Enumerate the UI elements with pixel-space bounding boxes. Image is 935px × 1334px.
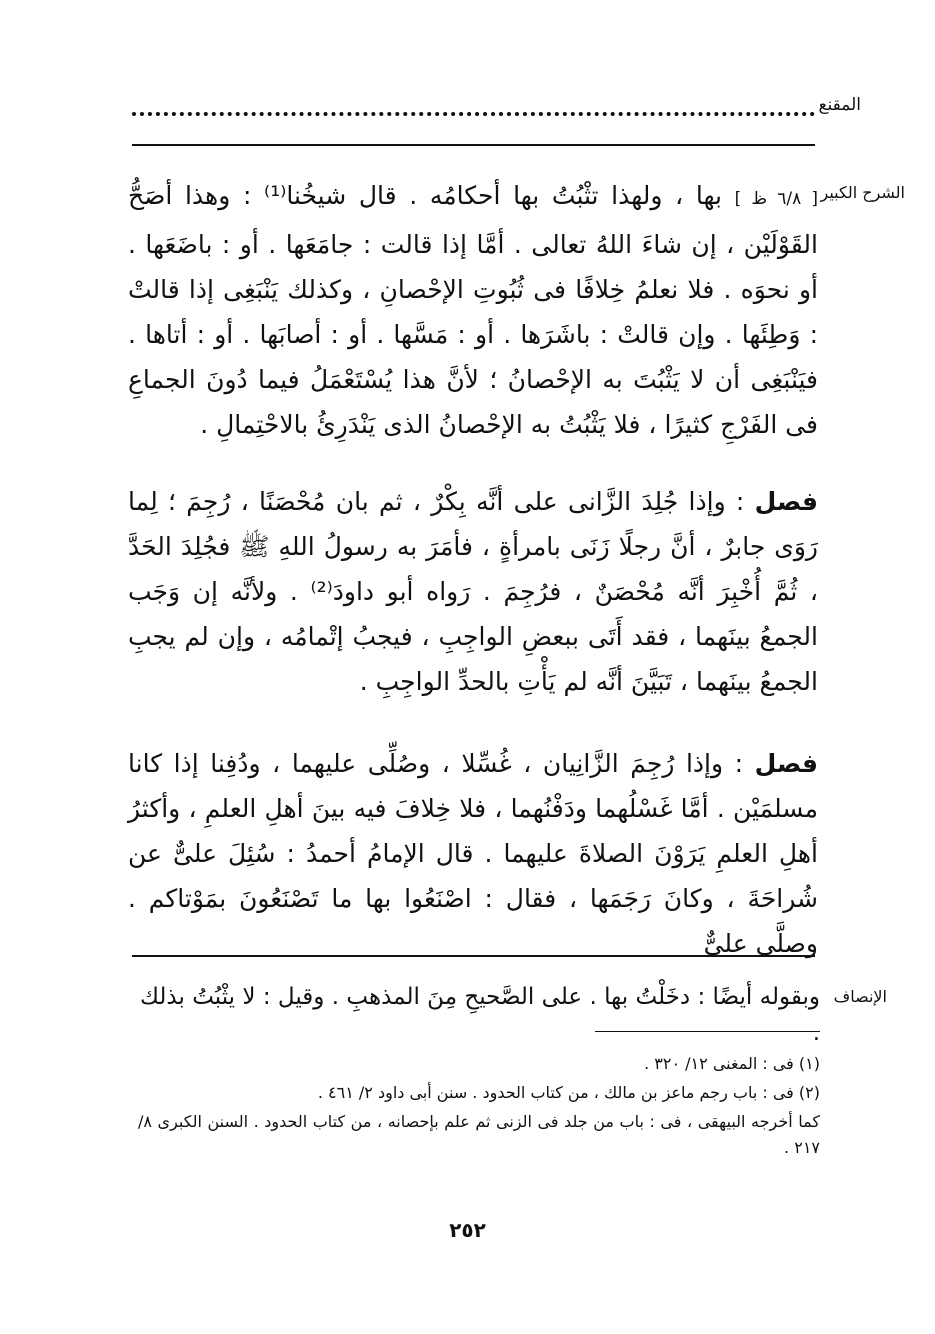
- page-number: ٢٥٢: [449, 1218, 486, 1242]
- paragraph-1-text: بها ، ولهذا تثْبُتُ بها أحكامُه . قال شيخُنا⁽¹⁾ : وهذا أصَحُّ القَوْلَيْن ، إن شاءَ اللهُ تعالى . أمَّا إذا قالت : جامَعَها . أو : باضَعَها . أو نحوَه . فلا نعلمُ خِلافًا فى ثُبُوتِ الإحْصانِ ، وكذلك يَنْبَغِى إذا قالتْ : وَطِئَها . وإن قالتْ : باشَرَها . أو : مَسَّها . أو : أصابَها . أو : أتاها . فيَنْبَغِى أن لا يَثْبُتَ به الإحْصانُ ؛ لأنَّ هذا يُسْتَعْمَلُ فيما دُونَ الجماعِ فى الفَرْجِ كثيرًا ، فلا يَثْبُتُ به الإحْصانُ الذى يَنْدَرِئُ بالاحْتِمالِ .: [128, 181, 818, 439]
- margin-label-insaf: الإنصاف: [833, 987, 887, 1006]
- manuscript-page-ref: [ ٦/٨ ظ ]: [734, 189, 818, 209]
- footnote-item: كما أخرجه البيهقى ، فى : باب من جلد فى الزنى ثم علم بإحصانه ، من كتاب الحدود . السنن الكبرى ٨/ ٢١٧ .: [138, 1112, 820, 1157]
- insaf-text: وبقوله أيضًا : دخَلْتُ بها . على الصَّحيحِ مِنَ المذهبِ . وقيل : لا يثْبُتُ بذلك .: [140, 984, 820, 1046]
- header-dotted-rule: [132, 112, 815, 116]
- section-divider-rule: [132, 955, 815, 957]
- main-paragraph-1: [128, 173, 818, 447]
- footnotes: [138, 1051, 820, 1164]
- footnote-separator: [595, 1031, 820, 1032]
- section-keyword: فصل: [754, 487, 818, 516]
- margin-label-sharh: الشرح الكبير: [820, 183, 905, 202]
- footnote-item: (١) فى : المغنى ١٢/ ٣٢٠ .: [644, 1054, 820, 1073]
- running-header-title: المقنع: [818, 95, 861, 115]
- main-paragraph-2: [128, 479, 818, 704]
- main-paragraph-3: [128, 741, 818, 966]
- paragraph-2-text: : وإذا جُلِدَ الزَّانى على أنَّه بِكْرٌ ، ثم بان مُحْصَنًا ، رُجِمَ ؛ لِما رَوَى جابرٌ ، أنَّ رجلًا زَنَى بامرأةٍ ، فأمَرَ به رسولُ اللهِ ﷺ فجُلِدَ الحَدَّ ، ثُمَّ أُخْبِرَ أنَّه مُحْصَنٌ ، فرُجِمَ . رَواه أبو داودَ⁽²⁾ . ولأنَّه إن وَجَب الجمعُ بينَهما ، فقد أَتَى ببعضِ الواجِبِ ، فيجبُ إتْمامُه ، وإن لم يجبِ الجمعُ بينَهما ، تَبَيَّنَ أنَّه لم يَأْتِ بالحدِّ الواجِبِ .: [128, 487, 818, 696]
- paragraph-3-text: : وإذا رُجِمَ الزَّانِيان ، غُسِّلا ، وصُلِّى عليهما ، ودُفِنا إذا كانا مسلمَيْن . أمَّا غَسْلُهما ودَفْنُهما ، فلا خِلافَ فيه بينَ أهلِ العلمِ ، وأكثرُ أهلِ العلمِ يَرَوْنَ الصلاةَ عليهما . قال الإمامُ أحمدُ : سُئِلَ علىٌّ عن شُراحَةَ ، وكانَ رَجَمَها ، فقال : اصْنَعُوا بها ما تَصْنَعُونَ بمَوْتاكم . وصلَّى علىٌّ: [128, 749, 818, 958]
- header-solid-rule: [132, 144, 815, 146]
- section-keyword: فصل: [754, 749, 818, 778]
- footnote-item: (٢) فى : باب رجم ماعز بن مالك ، من كتاب الحدود . سنن أبى داود ٢/ ٤٦١ .: [317, 1083, 820, 1102]
